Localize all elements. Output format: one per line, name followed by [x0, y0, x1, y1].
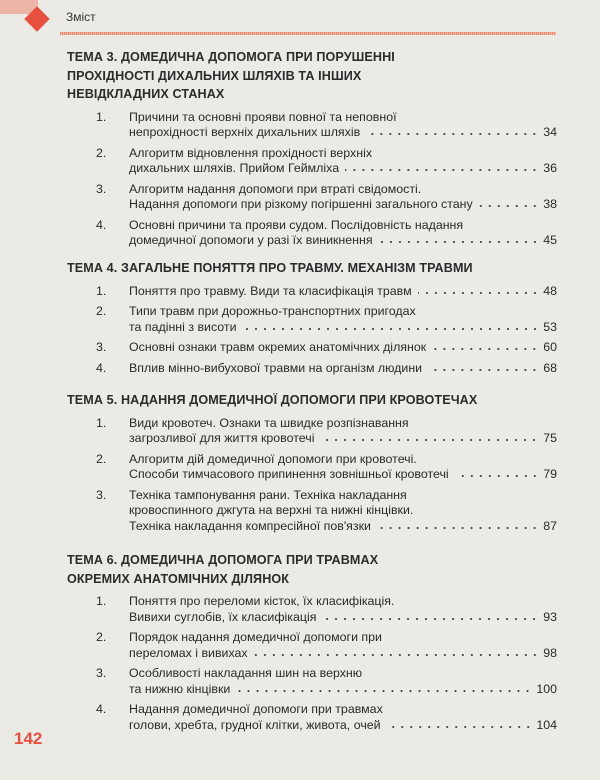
toc-entry[interactable] — [67, 488, 557, 535]
entry-number: 1. — [96, 594, 107, 608]
topic-heading — [67, 48, 557, 104]
entry-number: 1. — [96, 109, 107, 124]
entry-number: 4. — [96, 702, 107, 716]
dot-leader — [322, 611, 539, 621]
entry-body — [129, 146, 557, 177]
entry-page[interactable]: 48 — [543, 283, 557, 298]
entry-body — [129, 630, 557, 661]
entry-text: Алгоритм надання допомоги при втраті свідомості. — [129, 181, 422, 196]
entry-last-line — [129, 161, 557, 177]
running-header: Зміст — [66, 10, 96, 24]
dot-leader — [377, 520, 539, 530]
entry-number: 3. — [96, 181, 107, 196]
topic-3 — [67, 48, 557, 254]
entry-number: 2. — [96, 451, 107, 466]
topic-heading-line: ТЕМА 4. ЗАГАЛЬНЕ ПОНЯТТЯ ПРО ТРАВМУ. МЕХАНІЗМ ТРАВМИ — [67, 261, 473, 275]
entry-last-line — [129, 125, 557, 141]
entry-number: 2. — [96, 630, 107, 644]
entry-page[interactable]: 34 — [543, 125, 557, 139]
entry-body — [129, 182, 557, 213]
dot-leader — [254, 647, 539, 657]
entry-last-line — [129, 197, 557, 213]
entry-page[interactable]: 38 — [543, 197, 557, 211]
entry-text: Поняття про переломи кісток, їх класифікація. — [129, 594, 395, 608]
dot-leader — [432, 341, 539, 351]
entry-last-line — [129, 682, 557, 698]
dot-leader — [320, 432, 539, 442]
entry-text: Алгоритм відновлення прохідності верхніх — [129, 145, 373, 160]
entry-body — [129, 218, 557, 249]
topic-heading-line: ОКРЕМИХ АНАТОМІЧНИХ ДІЛЯНОК — [67, 571, 290, 586]
entry-text: Види кровотеч. Ознаки та швидке розпізнавання — [129, 415, 409, 430]
entry-body — [129, 304, 557, 335]
entry-last-line — [129, 467, 557, 483]
entry-body — [129, 361, 557, 377]
entry-body — [129, 702, 557, 733]
topic-heading-line: ПРОХІДНОСТІ ДИХАЛЬНИХ ШЛЯХІВ ТА ІНШИХ — [67, 68, 362, 83]
entry-last-line — [129, 718, 557, 734]
entry-text: непрохідності верхніх дихальних шляхів — [129, 125, 361, 139]
topic-heading — [67, 391, 557, 410]
entry-text: Техніка накладання компресійної пов'язки — [129, 518, 371, 533]
entry-body — [129, 416, 557, 447]
entry-text: Надання домедичної допомоги при травмах — [129, 702, 383, 716]
entry-last-line — [129, 284, 557, 300]
entry-text: кровоспинного джгута на верхні та нижні кінцівки. — [129, 503, 414, 517]
entry-number: 3. — [96, 340, 107, 354]
entry-page[interactable]: 79 — [543, 467, 557, 481]
toc-entry[interactable] — [67, 630, 557, 661]
entry-text: дихальних шляхів. Прийом Геймліха — [129, 161, 340, 175]
entry-last-line — [129, 233, 557, 249]
entry-text: Вплив мінно-вибухової травми на організм людини — [129, 360, 423, 375]
dot-leader — [366, 126, 539, 136]
toc-entry[interactable] — [67, 416, 557, 447]
toc-list — [67, 110, 557, 249]
dot-leader — [243, 321, 539, 331]
entry-page[interactable]: 45 — [543, 233, 557, 247]
entry-text: Алгоритм дій домедичної допомоги при кровотечі. — [129, 451, 417, 466]
toc-entry[interactable] — [67, 361, 557, 377]
entry-text: Поняття про травму. Види та класифікація травм — [129, 283, 412, 298]
toc-entry[interactable] — [67, 146, 557, 177]
entry-number: 4. — [96, 360, 107, 375]
toc-entry[interactable] — [67, 594, 557, 625]
dot-leader — [479, 198, 539, 208]
entry-body — [129, 594, 557, 625]
toc-entry[interactable] — [67, 284, 557, 300]
entry-number: 4. — [96, 217, 107, 232]
toc-list — [67, 594, 557, 733]
topic-heading — [67, 259, 557, 278]
entry-number: 1. — [96, 415, 107, 430]
entry-page[interactable]: 75 — [543, 431, 557, 445]
entry-number: 3. — [96, 666, 107, 680]
dot-leader — [387, 719, 533, 729]
toc-entry[interactable] — [67, 304, 557, 335]
entry-last-line — [129, 610, 557, 626]
toc-list — [67, 416, 557, 535]
topic-5 — [67, 391, 557, 539]
topic-heading-line: НЕВІДКЛАДНИХ СТАНАХ — [67, 87, 225, 101]
header-rule — [60, 32, 556, 35]
entry-page[interactable]: 53 — [543, 319, 557, 334]
dot-leader — [236, 683, 532, 693]
entry-page[interactable]: 98 — [543, 645, 557, 660]
topic-6 — [67, 551, 557, 738]
entry-text: Типи травм при дорожньо-транспортних пригодах — [129, 304, 416, 318]
entry-text: Вивихи суглобів, їх класифікація — [129, 609, 317, 624]
topic-heading-line: ТЕМА 5. НАДАННЯ ДОМЕДИЧНОЇ ДОПОМОГИ ПРИ КРОВОТЕЧАХ — [67, 393, 478, 407]
entry-text: Порядок надання домедичної допомоги при — [129, 630, 382, 644]
entry-page[interactable]: 36 — [543, 161, 557, 175]
entry-page[interactable]: 93 — [543, 609, 557, 624]
entry-text: Особливості накладання шин на верхню — [129, 666, 363, 680]
entry-text: та нижню кінцівки — [129, 681, 231, 696]
entry-last-line — [129, 519, 557, 535]
entry-body — [129, 110, 557, 141]
topic-heading — [67, 551, 557, 588]
dot-leader — [379, 234, 539, 244]
toc-entry[interactable] — [67, 110, 557, 141]
topic-4 — [67, 259, 557, 381]
dot-leader — [428, 362, 539, 372]
entry-text: Основні причини та прояви судом. Послідовність надання — [129, 217, 464, 232]
entry-body — [129, 284, 557, 300]
entry-body — [129, 666, 557, 697]
entry-text: Техніка тампонування рани. Техніка накладання — [129, 487, 407, 502]
entry-text: Основні ознаки травм окремих анатомічних ділянок — [129, 340, 427, 354]
entry-text: домедичної допомоги у разі їх виникнення — [129, 233, 373, 247]
entry-text: загрозливої для життя кровотечі — [129, 431, 315, 445]
toc-entry[interactable] — [67, 218, 557, 249]
entry-page[interactable]: 87 — [543, 518, 557, 533]
entry-text: Надання допомоги при різкому погіршенні загального стану — [129, 197, 473, 211]
toc-list — [67, 284, 557, 377]
entry-body — [129, 340, 557, 356]
entry-body — [129, 488, 557, 535]
dot-leader — [455, 468, 539, 478]
toc-entry[interactable] — [67, 182, 557, 213]
topic-heading-line: ТЕМА 6. ДОМЕДИЧНА ДОПОМОГА ПРИ ТРАВМАХ — [67, 553, 379, 567]
entry-last-line — [129, 340, 557, 356]
entry-text: Причини та основні прояви повної та неповної — [129, 109, 397, 124]
dot-leader — [345, 162, 539, 172]
entry-page[interactable]: 68 — [543, 360, 557, 375]
entry-page[interactable]: 100 — [536, 681, 557, 696]
entry-number: 3. — [96, 487, 107, 502]
entry-page[interactable]: 60 — [543, 340, 557, 354]
entry-text: та падінні з висоти — [129, 319, 237, 334]
entry-text: голови, хребта, грудної клітки, живота, очей — [129, 717, 381, 732]
page-number: 142 — [14, 729, 43, 748]
entry-text: Способи тимчасового припинення зовнішньої кровотечі — [129, 467, 449, 481]
entry-text: переломах і вивихах — [129, 645, 248, 660]
entry-number: 2. — [96, 304, 107, 318]
entry-body — [129, 452, 557, 483]
entry-last-line — [129, 320, 557, 336]
entry-page[interactable]: 104 — [536, 717, 557, 732]
entry-last-line — [129, 646, 557, 662]
entry-number: 2. — [96, 145, 107, 160]
toc-entry[interactable] — [67, 702, 557, 733]
entry-last-line — [129, 431, 557, 447]
toc-entry[interactable] — [67, 666, 557, 697]
toc-entry[interactable] — [67, 452, 557, 483]
toc-entry[interactable] — [67, 340, 557, 356]
entry-number: 1. — [96, 283, 107, 298]
topic-heading-line: ТЕМА 3. ДОМЕДИЧНА ДОПОМОГА ПРИ ПОРУШЕННІ — [67, 50, 395, 64]
entry-last-line — [129, 361, 557, 377]
dot-leader — [418, 285, 539, 295]
